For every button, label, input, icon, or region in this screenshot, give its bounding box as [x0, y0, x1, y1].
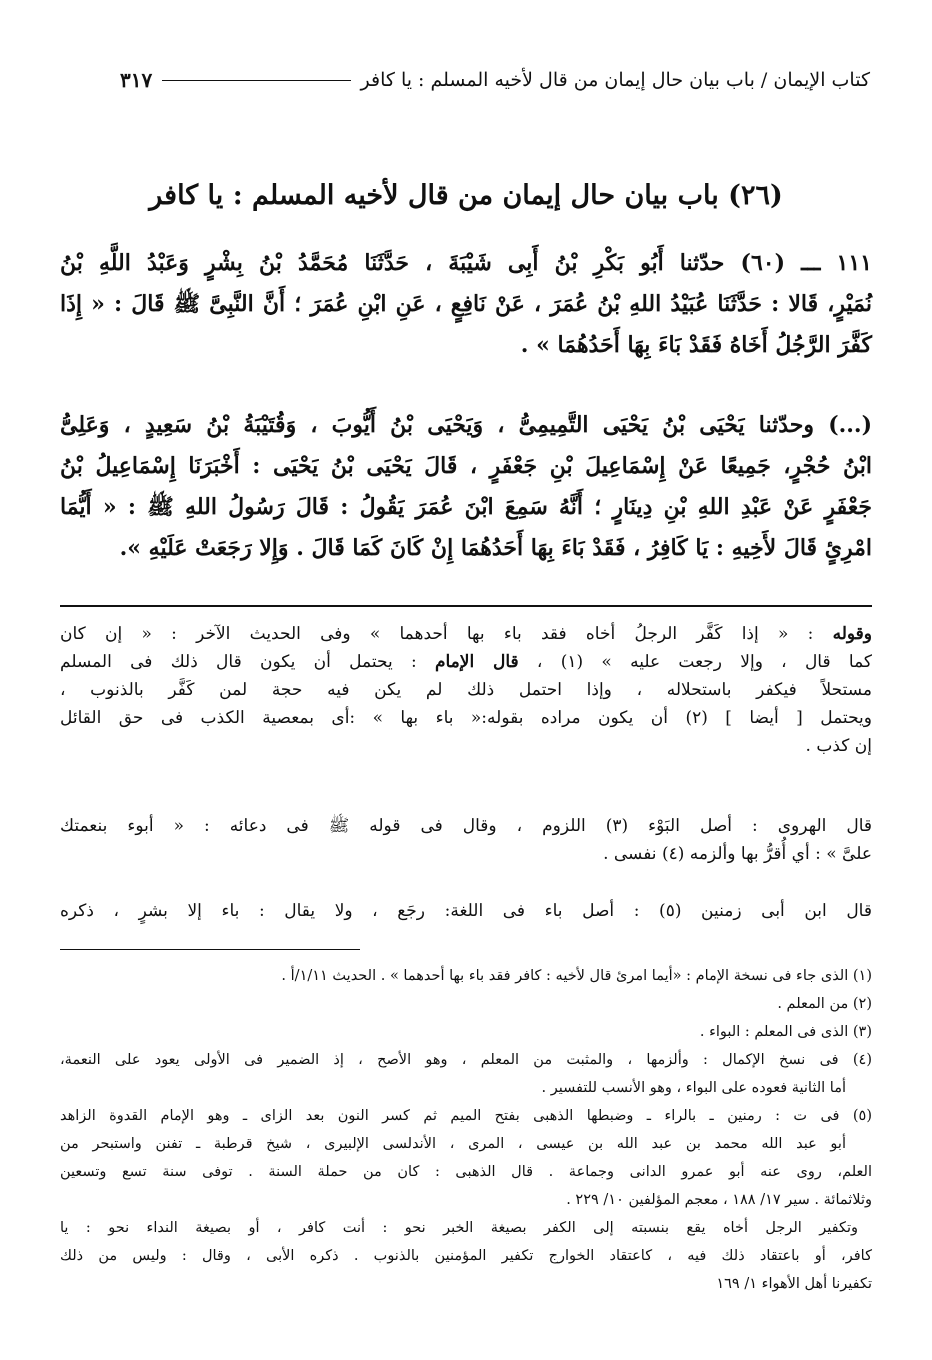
commentary-line	[60, 812, 872, 840]
header-rule	[162, 80, 350, 81]
commentary-paragraph	[60, 897, 872, 925]
commentary-text: كما قال ، وإلا رجعت عليه »	[583, 652, 872, 672]
footnote-continuation: العلم، روى عنه أبو عمرو الدانى وجماعة . قال الذهبى : كان من حملة السنة . توفى سنة تسع وتسعين	[60, 1164, 872, 1180]
commentary-text: : يحتمل أن يكون قال ذلك فى المسلم	[60, 652, 435, 672]
footnote-ref: (٢)	[685, 708, 708, 728]
running-header-title: كتاب الإيمان / باب بيان حال إيمان من قال لأخيه المسلم : يا كافر	[360, 69, 870, 91]
chapter-title: (٢٦) باب بيان حال إيمان من قال لأخيه المسلم : يا كافر	[149, 180, 783, 211]
footnote: (٣) الذى فى المعلم : البواء .	[699, 1024, 872, 1040]
footnote: (٤) فى نسخ الإكمال : وألزمها ، والمثبت من المعلم ، وهو الأصح ، إذ الضمير فى الأولى يعود على النعمة،	[60, 1052, 872, 1068]
commentary-paragraph	[60, 812, 872, 868]
commentary-text: اللزوم ، وقال فى قوله ﷺ فى دعائه : « أبوء بنعمتك	[60, 816, 606, 836]
footnote-ref: (٥)	[659, 901, 682, 921]
commentary-text: قال ابن أبى زمنين	[681, 901, 872, 921]
commentary-text: ،	[518, 652, 561, 672]
hadith-line: نُمَيْرٍ، قَالا : حَدَّثَنَا عُبَيْدُ اللهِ بْنُ عُمَرَ ، عَنْ نَافِعٍ ، عَنِ ابْنِ عُمَرَ ؛ أَنَّ النَّبِىَّ ﷺ قَالَ : « إِذَا	[60, 291, 872, 317]
commentary-text: قال الهروى : أصل البَوْء	[628, 816, 872, 836]
commentary-line	[60, 648, 872, 676]
commentary-paragraph	[60, 620, 872, 760]
running-header	[120, 66, 870, 94]
footnote-continuation: تكفيرنا أهل الأهواء ١/ ١٦٩	[716, 1276, 872, 1292]
commentary-line	[60, 704, 872, 732]
hadith-second-chain	[60, 405, 872, 569]
footnote-ref: (٤)	[661, 844, 685, 864]
commentary-lead: وقوله	[832, 624, 872, 644]
commentary-text: علىَّ » : أي أُقرُّ بها وألزمه	[684, 844, 872, 864]
footnote: (٢) من المعلم .	[777, 996, 872, 1012]
hadith-111	[60, 243, 872, 366]
footnote-ref: (٣)	[605, 816, 629, 836]
footnote-continuation: أبو عبد الله محمد بن عبد الله بن عيسى ، المرى ، الأندلسى الإلبيرى ، شيخ قرطبة ـ تفنن واستبحر من	[60, 1136, 846, 1152]
hadith-line: كَفَّرَ الرَّجُلُ أَخَاهُ فَقَدْ بَاءَ بِهَا أَحَدُهُمَا » .	[520, 332, 872, 358]
commentary-lead: قال الإمام	[434, 652, 519, 672]
hadith-line: (...) وحدّثنا يَحْيَى بْنُ يَحْيَى التَّمِيمِىُّ ، وَيَحْيَى بْنُ أَيُّوبَ ، وَقُتَيْبَةُ بْنُ سَعِيدٍ ، وَعَلِىُّ	[60, 412, 872, 438]
commentary-text: ويحتمل [ أيضا ]	[707, 708, 872, 728]
hadith-line: ابْنُ حُجْرٍ، جَمِيعًا عَنْ إِسْمَاعِيلَ بْنِ جَعْفَرٍ ، قَالَ يَحْيَى بْنُ يَحْيَى : أَخْبَرَنَا إِسْمَاعِيلُ بْنُ	[60, 453, 872, 479]
commentary-text: نفسى .	[603, 844, 662, 864]
hadith-line: امْرِئٍ قَالَ لأَخِيهِ : يَا كَافِرُ ، فَقَدْ بَاءَ بِهَا أَحَدُهُمَا إِنْ كَانَ كَمَا قَالَ . وَإِلا رَجَعَتْ عَلَيْهِ ».	[119, 535, 872, 561]
footnote-continuation: كافر، أو باعتقاد ذلك فيه ، كاعتقاد الخوارج تكفير المؤمنين بالذنوب . ذكره الأبى ، وقال : وليس من ذلك	[60, 1248, 872, 1264]
footnotes-divider	[60, 949, 360, 950]
footnote-ref: (١)	[560, 652, 584, 672]
commentary-line	[60, 620, 872, 648]
footnote-continuation: أما الثانية فعوده على البواء ، وهو الأنسب للتفسير .	[541, 1080, 846, 1096]
footnote-continuation: وتكفير الرجل أخاه يقع بنسبته إلى الكفر بصيغة الخبر نحو : أنت كافر ، أو بصيغة النداء نحو : يا	[60, 1220, 858, 1236]
commentary-text: : « إذا كَفَّر الرجلُ أخاه فقد باء بها أحدهما » وفى الحديث الآخر : « إن كان	[60, 624, 833, 644]
footnote: (١) الذى جاء فى نسخة الإمام : «أيما امرئ قال لأخيه : كافر فقد باء بها أحدهما » . الحديث ١/١١/أ .	[281, 968, 872, 984]
commentary-line	[60, 840, 872, 868]
hadith-line: جَعْفَرٍ عَنْ عَبْدِ اللهِ بْنِ دِينَارٍ ؛ أَنَّهُ سَمِعَ ابْنَ عُمَرَ يَقُولُ : قَالَ رَسُولُ اللهِ ﷺ : « أَيُّمَا	[60, 494, 872, 520]
page-number: ٣١٧	[120, 68, 153, 92]
text-commentary-divider	[60, 605, 872, 607]
commentary-text: : أصل باء فى اللغة: رجَع ، ولا يقال : باء إلا بشرٍ ، ذكره	[60, 901, 660, 921]
commentary-text: أن يكون مراده بقوله:« باء بها » :أى بمعصية الكذب فى حق القائل	[60, 708, 686, 728]
footnote-continuation: وثلاثمائة . سير ١٧/ ١٨٨ ، معجم المؤلفين ١٠/ ٢٢٩ .	[566, 1192, 872, 1208]
hadith-line: ١١١ ـــ (٦٠) حدّثنا أَبُو بَكْرِ بْنُ أَبِى شَيْبَةَ ، حَدَّثَنَا مُحَمَّدُ بْنُ بِشْرٍ وَعَبْدُ اللَّهِ بْنُ	[60, 250, 872, 276]
footnotes	[60, 962, 872, 1298]
commentary-line: إن كذب .	[805, 736, 872, 756]
commentary-line: مستحلاً فيكفر باستحلاله ، وإذا احتمل ذلك لم يكن فيه حجة لمن كَفَّر بالذنوب ،	[60, 680, 872, 700]
footnote: (٥) فى ت : رمنين ـ بالراء ـ وضبطها الذهبى بفتح الميم ثم كسر النون بعد الزاى ـ وهو الإمام القدوة الزاهد	[60, 1108, 872, 1124]
commentary-line	[60, 897, 872, 925]
